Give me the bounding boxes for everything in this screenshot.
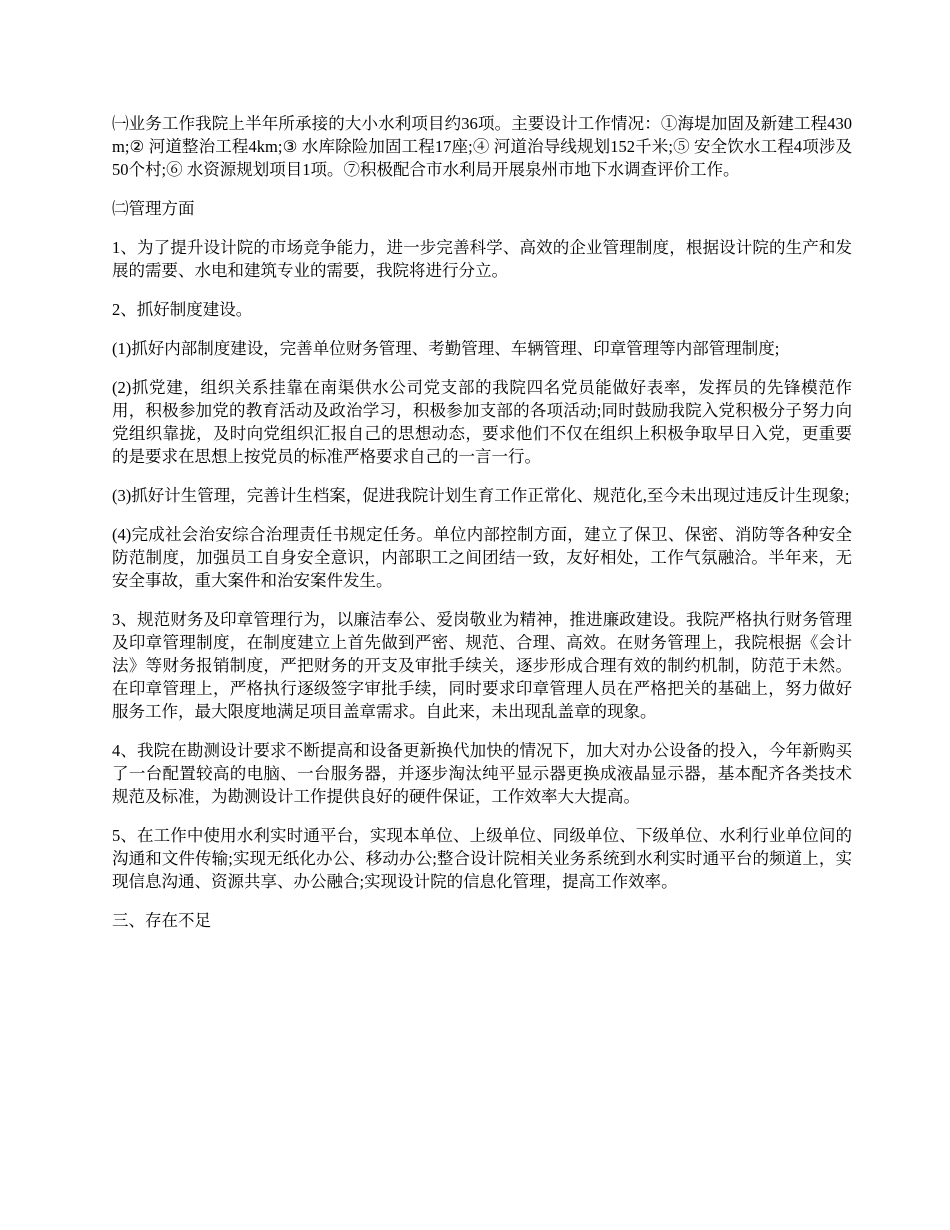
paragraph-subitem-4: (4)完成社会治安综合治理责任书规定任务。单位内部控制方面，建立了保卫、保密、消防等各种安全防范制度，加强员工自身安全意识，内部职工之间团结一致，友好相处，工作气氛融洽。半年来，无安全事故，重大案件和治安案件发生。	[112, 525, 852, 590]
paragraph-item-5: 5、在工作中使用水利实时通平台，实现本单位、上级单位、同级单位、下级单位、水利行业单位间的沟通和文件传输;实现无纸化办公、移动办公;整合设计院相关业务系统到水利实时通平台的频道上，实现信息沟通、资源共享、办公融合;实现设计院的信息化管理，提高工作效率。	[112, 826, 852, 891]
paragraph-item-1: 1、为了提升设计院的市场竞争能力，进一步完善科学、高效的企业管理制度，根据设计院的生产和发展的需要、水电和建筑专业的需要，我院将进行分立。	[112, 238, 852, 280]
paragraph-item-4: 4、我院在勘测设计要求不断提高和设备更新换代加快的情况下，加大对办公设备的投入，今年新购买了一台配置较高的电脑、一台服务器，并逐步淘汰纯平显示器更换成液晶显示器，基本配齐各类技术规范及标准，为勘测设计工作提供良好的硬件保证，工作效率大大提高。	[112, 741, 852, 806]
heading-management: ㈡管理方面	[112, 199, 195, 218]
paragraph-item-2: 2、抓好制度建设。	[112, 300, 253, 319]
heading-shortcomings: 三、存在不足	[112, 911, 211, 930]
paragraph-subitem-3: (3)抓好计生管理，完善计生档案，促进我院计划生育工作正常化、规范化,至今未出现过违反计生现象;	[112, 486, 850, 505]
document-body	[112, 112, 852, 948]
paragraph-item-3: 3、规范财务及印章管理行为，以廉洁奉公、爱岗敬业为精神，推进廉政建设。我院严格执行财务管理及印章管理制度，在制度建立上首先做到严密、规范、合理、高效。在财务管理上，我院根据《会计法》等财务报销制度，严把财务的开支及审批手续关，逐步形成合理有效的制约机制，防范于未然。在印章管理上，严格执行逐级签字审批手续，同时要求印章管理人员在严格把关的基础上，努力做好服务工作，最大限度地满足项目盖章需求。自此来，未出现乱盖章的现象。	[112, 610, 852, 721]
paragraph-subitem-2: (2)抓党建，组织关系挂靠在南渠供水公司党支部的我院四名党员能做好表率，发挥员的先锋模范作用，积极参加党的教育活动及政治学习，积极参加支部的各项活动;同时鼓励我院入党积极分子努力向党组织靠拢，及时向党组织汇报自己的思想动态，要求他们不仅在组织上积极争取早日入党，更重要的是要求在思想上按党员的标准严格要求自己的一言一行。	[112, 378, 852, 466]
paragraph-business-work: ㈠业务工作我院上半年所承接的大小水利项目约36项。主要设计工作情况：①海堤加固及新建工程430m;② 河道整治工程4km;③ 水库除险加固工程17座;④ 河道治导线规划152千米;⑤ 安全饮水工程4项涉及50个村;⑥ 水资源规划项目1项。⑦积极配合市水利局开展泉州市地下水调查评价工作。	[112, 114, 852, 179]
paragraph-subitem-1: (1)抓好内部制度建设，完善单位财务管理、考勤管理、车辆管理、印章管理等内部管理制度;	[112, 339, 780, 358]
